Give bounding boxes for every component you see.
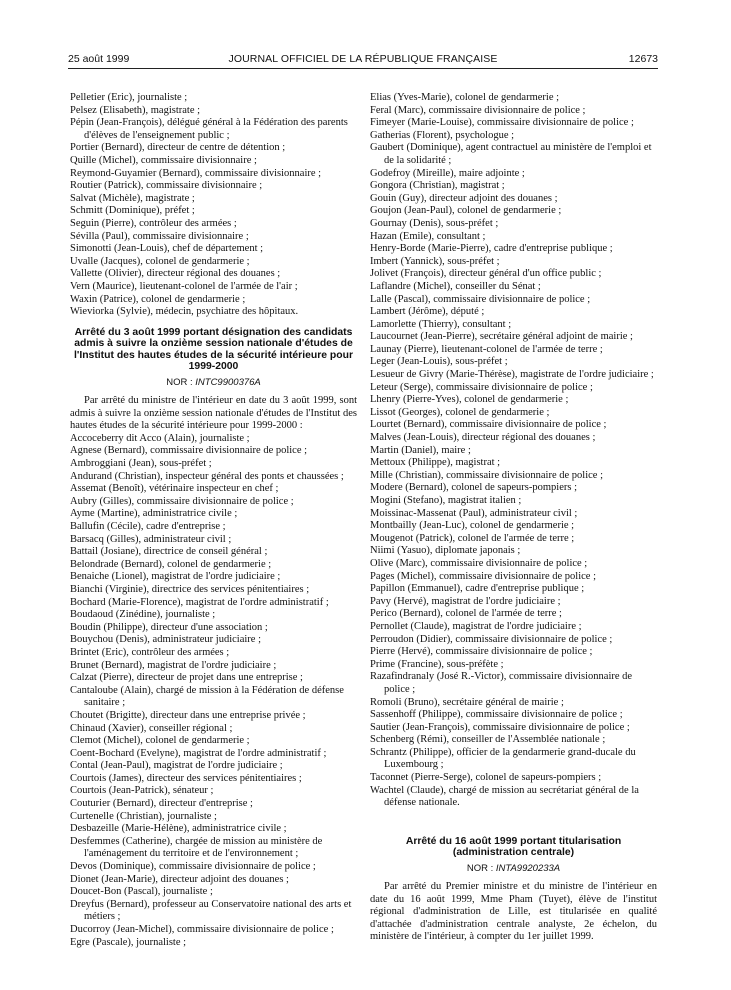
list-item: Reymond-Guyamier (Bernard), commissaire divisionnaire ;	[70, 167, 322, 179]
list-item: Quille (Michel), commissaire divisionnaire ;	[70, 154, 257, 166]
list-item: Papillon (Emmanuel), cadre d'entreprise publique ;	[370, 583, 585, 595]
list-item: Ayme (Martine), administratrice civile ;	[70, 508, 238, 520]
list-item: Courtois (James), directeur des services pénitentiaires ;	[70, 772, 302, 784]
list-item: Boudin (Philippe), directeur d'une association ;	[70, 621, 268, 633]
header-rule	[68, 68, 658, 69]
list-item: Feral (Marc), commissaire divisionnaire de police ;	[370, 104, 586, 116]
list-item: Calzat (Pierre), directeur de projet dans une entreprise ;	[70, 672, 303, 684]
list-item: Schenberg (Rémi), conseiller de l'Assemblée nationale ;	[370, 734, 606, 746]
session-candidate-list	[70, 433, 357, 949]
list-item: Pierre (Hervé), commissaire divisionnaire de police ;	[370, 646, 593, 658]
list-item: Laflandre (Michel), conseiller du Sénat ;	[370, 280, 541, 292]
list-item: Clemot (Michel), colonel de gendarmerie ;	[70, 735, 250, 747]
list-item: Henry-Borde (Marie-Pierre), cadre d'entreprise publique ;	[370, 243, 613, 255]
left-column	[70, 92, 357, 949]
section2-title: Arrêté du 16 août 1999 portant titularisation (administration centrale)	[405, 835, 622, 859]
list-item: Mettoux (Philippe), magistrat ;	[370, 457, 501, 469]
section1-nor-label: NOR :	[166, 377, 193, 389]
list-item: Mougenot (Patrick), colonel de l'armée de terre ;	[370, 532, 575, 544]
section2-nor-code: INTA9920233A	[495, 863, 561, 875]
list-item: Malves (Jean-Louis), directeur régional des douanes ;	[370, 432, 596, 444]
list-item: Gouin (Guy), directeur adjoint des douanes ;	[370, 192, 558, 204]
list-item: Razafindranaly (José R.-Victor), commissaire divisionnaire de police ;	[370, 671, 633, 695]
list-item: Mogini (Stefano), magistrat italien ;	[370, 495, 522, 506]
list-item: Elias (Yves-Marie), colonel de gendarmerie ;	[370, 92, 560, 103]
list-item: Accoceberry dit Acco (Alain), journaliste ;	[70, 432, 250, 444]
right-column	[370, 92, 657, 944]
list-item: Lalle (Pascal), commissaire divisionnaire de police ;	[370, 293, 591, 305]
section2-nor	[370, 863, 657, 875]
list-item: Agnese (Bernard), commissaire divisionnaire de police ;	[70, 445, 308, 457]
list-item: Andurand (Christian), inspecteur général des ponts et chaussées ;	[70, 470, 344, 482]
list-item: Vern (Maurice), lieutenant-colonel de l'armée de l'air ;	[70, 280, 298, 292]
list-item: Dionet (Jean-Marie), directeur adjoint des douanes ;	[70, 873, 289, 885]
section2-body: Par arrêté du Premier ministre et du ministre de l'intérieur en date du 16 août 1999, Mme Pham (Tuyet), élève de l'institut régional d'administration de Lille, est titularisée en qualité d'attachée d'administration centrale analyste, 2e échelon, du ministère de l'intérieur, à compter du 1er juillet 1999.	[370, 881, 657, 943]
list-item: Pages (Michel), commissaire divisionnaire de police ;	[370, 570, 596, 582]
list-item: Coent-Bochard (Evelyne), magistrat de l'ordre administratif ;	[70, 747, 327, 759]
list-item: Jolivet (François), directeur général d'un office public ;	[370, 268, 602, 280]
list-item: Lamorlette (Thierry), consultant ;	[370, 318, 512, 330]
list-item: Bochard (Marie-Florence), magistrat de l'ordre administratif ;	[70, 596, 329, 608]
list-item: Choutet (Brigitte), directeur dans une entreprise privée ;	[70, 709, 306, 721]
list-item: Simonotti (Jean-Louis), chef de département ;	[70, 243, 264, 255]
list-item: Gongora (Christian), magistrat ;	[370, 180, 505, 192]
list-item: Goujon (Jean-Paul), colonel de gendarmerie ;	[370, 205, 562, 217]
list-item: Sautier (Jean-François), commissaire divisionnaire de police ;	[370, 721, 630, 733]
list-item: Olive (Marc), commissaire divisionnaire de police ;	[370, 557, 588, 569]
list-item: Launay (Pierre), lieutenant-colonel de l'armée de terre ;	[370, 343, 603, 355]
list-item: Egre (Pascale), journaliste ;	[70, 936, 187, 948]
list-item: Wachtel (Claude), chargé de mission au secrétariat général de la défense nationale.	[370, 784, 639, 809]
page-header	[68, 52, 658, 66]
list-item: Pelsez (Elisabeth), magistrate ;	[70, 104, 201, 116]
list-item: Lhenry (Pierre-Yves), colonel de gendarmerie ;	[370, 394, 569, 406]
list-item: Barsacq (Gilles), administrateur civil ;	[70, 533, 232, 545]
list-item: Moissinac-Massenat (Paul), administrateur civil ;	[370, 507, 578, 519]
header-page-number: 12673	[628, 53, 658, 65]
list-item: Bouychou (Denis), administrateur judiciaire ;	[70, 634, 261, 646]
list-item: Salvat (Michèle), magistrate ;	[70, 192, 195, 204]
list-item: Modere (Bernard), colonel de sapeurs-pompiers ;	[370, 482, 578, 494]
list-item: Taconnet (Pierre-Serge), colonel de sapeurs-pompiers ;	[370, 772, 602, 784]
list-item: Lambert (Jérôme), député ;	[370, 306, 485, 318]
list-item: Prime (Francine), sous-préfète ;	[370, 658, 504, 670]
list-item: Devos (Dominique), commissaire divisionnaire de police ;	[70, 861, 316, 873]
list-item: Ducorroy (Jean-Michel), commissaire divisionnaire de police ;	[70, 924, 334, 935]
list-item: Benaiche (Lionel), magistrat de l'ordre judiciaire ;	[70, 571, 281, 583]
list-item: Hazan (Emile), consultant ;	[370, 230, 486, 242]
session-candidate-list-continued	[370, 92, 657, 810]
list-item: Routier (Patrick), commissaire divisionnaire ;	[70, 180, 263, 192]
list-item: Battail (Josiane), directrice de conseil général ;	[70, 546, 268, 558]
list-item: Romoli (Bruno), secrétaire général de mairie ;	[370, 696, 564, 708]
list-item: Assemat (Benoît), vétérinaire inspecteur en chef ;	[70, 483, 279, 495]
list-item: Mille (Christian), commissaire divisionnaire de police ;	[370, 469, 603, 481]
list-item: Courtois (Jean-Patrick), sénateur ;	[70, 785, 214, 797]
list-item: Gournay (Denis), sous-préfet ;	[370, 217, 499, 229]
list-item: Desbazeille (Marie-Hélène), administratrice civile ;	[70, 823, 287, 835]
list-item: Dreyfus (Bernard), professeur au Conservatoire national des arts et métiers ;	[70, 898, 352, 923]
list-item: Martin (Daniel), maire ;	[370, 444, 471, 456]
section2-nor-label: NOR :	[466, 863, 494, 875]
list-item: Boudaoud (Zinédine), journaliste ;	[70, 609, 216, 621]
list-item: Doucet-Bon (Pascal), journaliste ;	[70, 886, 213, 898]
list-item: Chinaud (Xavier), conseiller régional ;	[70, 722, 233, 734]
list-item: Imbert (Yannick), sous-préfet ;	[370, 255, 500, 267]
list-item: Lourtet (Bernard), commissaire divisionnaire de police ;	[370, 419, 607, 431]
list-item: Bianchi (Virginie), directrice des services pénitentiaires ;	[70, 583, 310, 595]
list-item: Vallette (Olivier), directeur régional des douanes ;	[70, 268, 281, 280]
section1-intro: Par arrêté du ministre de l'intérieur en date du 3 août 1999, sont admis à suivre la onzième session nationale d'études de l'Institut des hautes études de la sécurité intérieure pour 1999-2000 :	[70, 395, 357, 432]
list-item: Niimi (Yasuo), diplomate japonais ;	[370, 545, 521, 557]
list-item: Belondrade (Bernard), colonel de gendarmerie ;	[70, 558, 272, 570]
list-item: Lissot (Georges), colonel de gendarmerie ;	[370, 406, 550, 418]
header-journal-title: JOURNAL OFFICIEL DE LA RÉPUBLIQUE FRANÇAISE	[228, 53, 498, 65]
list-item: Laucournet (Jean-Pierre), secrétaire général adjoint de mairie ;	[370, 331, 633, 343]
list-item: Leger (Jean-Louis), sous-préfet ;	[370, 356, 508, 368]
list-item: Gatherias (Florent), psychologue ;	[370, 129, 515, 141]
list-item: Sassenhoff (Philippe), commissaire divisionnaire de police ;	[370, 709, 623, 721]
list-item: Fimeyer (Marie-Louise), commissaire divisionnaire de police ;	[370, 117, 634, 129]
list-item: Lesueur de Givry (Marie-Thérèse), magistrate de l'ordre judiciaire ;	[370, 369, 654, 381]
list-item: Desfemmes (Catherine), chargée de mission au ministère de l'aménagement du territoire et de l'environnement ;	[70, 835, 323, 860]
list-item: Godefroy (Mireille), maire adjointe ;	[370, 167, 525, 179]
candidate-list-continued	[70, 92, 357, 319]
list-item: Leteur (Serge), commissaire divisionnaire de police ;	[370, 381, 593, 393]
list-item: Pavy (Hervé), magistrat de l'ordre judiciaire ;	[370, 595, 561, 607]
list-item: Wieviorka (Sylvie), médecin, psychiatre des hôpitaux.	[70, 306, 299, 318]
list-item: Contal (Jean-Paul), magistrat de l'ordre judiciaire ;	[70, 760, 283, 772]
list-item: Portier (Bernard), directeur de centre de détention ;	[70, 142, 286, 154]
list-item: Brunet (Bernard), magistrat de l'ordre judiciaire ;	[70, 659, 277, 671]
list-item: Sévilla (Paul), commissaire divisionnaire ;	[70, 230, 249, 242]
list-item: Pernollet (Claude), magistrat de l'ordre judiciaire ;	[370, 620, 582, 632]
list-item: Montbailly (Jean-Luc), colonel de gendarmerie ;	[370, 520, 575, 532]
list-item: Ballufin (Cécile), cadre d'entreprise ;	[70, 521, 226, 532]
section1-nor-code: INTC9900376A	[195, 377, 261, 389]
list-item: Aubry (Gilles), commissaire divisionnaire de police ;	[70, 495, 294, 507]
list-item: Seguin (Pierre), contrôleur des armées ;	[70, 217, 237, 229]
section1-nor	[70, 377, 357, 389]
list-item: Brintet (Eric), contrôleur des armées ;	[70, 646, 230, 658]
list-item: Ambroggiani (Jean), sous-préfet ;	[70, 458, 212, 470]
list-item: Curtenelle (Christian), journaliste ;	[70, 810, 217, 822]
list-item: Perico (Bernard), colonel de l'armée de terre ;	[370, 608, 562, 620]
list-item: Schmitt (Dominique), préfet ;	[70, 205, 195, 217]
list-item: Uvalle (Jacques), colonel de gendarmerie ;	[70, 255, 250, 267]
list-item: Gaubert (Dominique), agent contractuel au ministère de l'emploi et de la solidarité ;	[370, 142, 652, 166]
section1-title: Arrêté du 3 août 1999 portant désignation des candidats admis à suivre la onzième session nationale d'études de l'Institut des hautes études de la sécurité intérieure pour 1999-2000	[73, 326, 354, 373]
list-item: Pépin (Jean-François), délégué général à la Fédération des parents d'élèves de l'enseignement public ;	[70, 117, 348, 141]
list-item: Waxin (Patrice), colonel de gendarmerie ;	[70, 293, 246, 305]
list-item: Schrantz (Philippe), officier de la gendarmerie grand-ducale du Luxembourg ;	[370, 746, 636, 771]
list-item: Perroudon (Didier), commissaire divisionnaire de police ;	[370, 633, 613, 645]
list-item: Cantaloube (Alain), chargé de mission à la Fédération de défense sanitaire ;	[70, 684, 344, 709]
list-item: Pelletier (Eric), journaliste ;	[70, 92, 188, 103]
list-item: Couturier (Bernard), directeur d'entreprise ;	[70, 798, 253, 810]
header-date: 25 août 1999	[68, 53, 130, 65]
